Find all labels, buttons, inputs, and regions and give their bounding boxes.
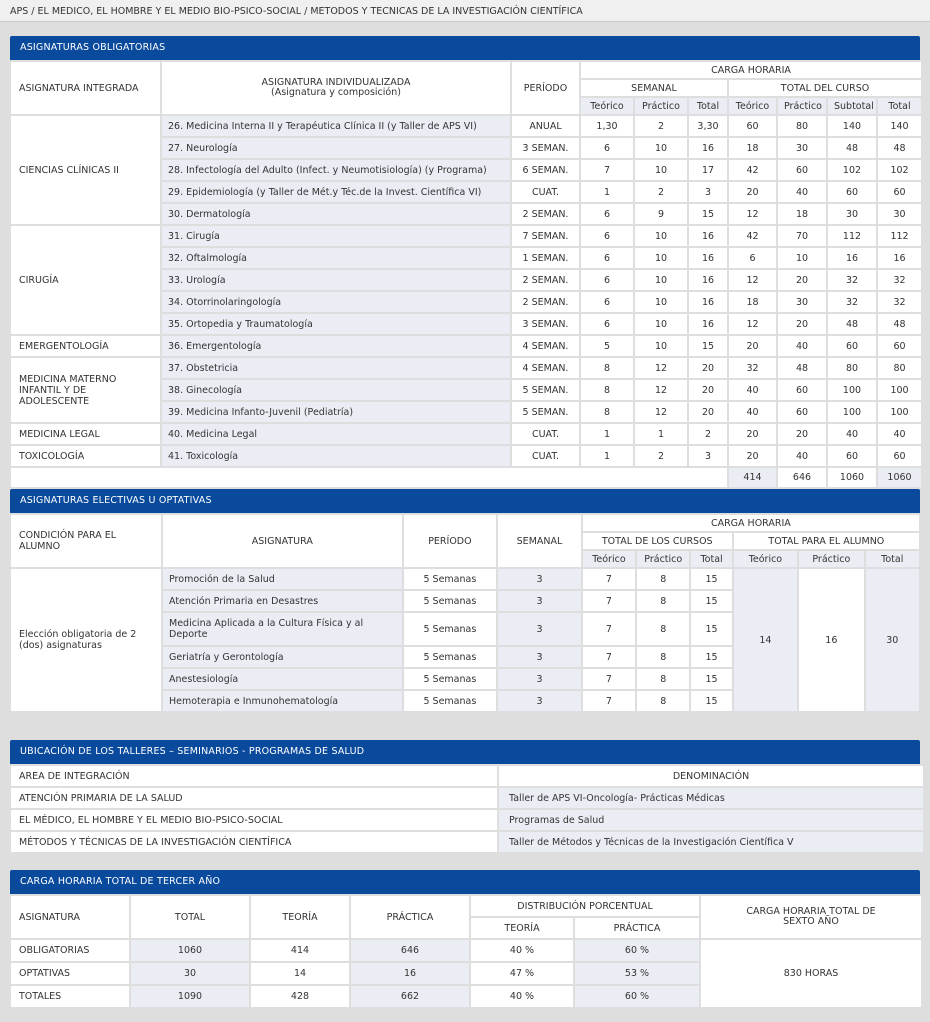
practica-pct-cell: 60 % bbox=[575, 986, 699, 1007]
weekly-teorico-cell: 6 bbox=[581, 314, 633, 334]
area-cell: MÉTODOS Y TÉCNICAS DE LA INVESTIGACIÓN CIENTÍFICA bbox=[11, 832, 497, 852]
col-semanal: SEMANAL bbox=[581, 80, 727, 96]
subject-cell: 26. Medicina Interna II y Terapéutica Clínica II (y Taller de APS VI) bbox=[162, 116, 510, 136]
carga-total-header: CARGA HORARIA TOTAL DE TERCER AÑO bbox=[10, 870, 920, 894]
denominacion-cell: Taller de APS VI-Oncología- Prácticas Médicas bbox=[499, 788, 923, 808]
teoria-pct-cell: 47 % bbox=[471, 963, 573, 984]
course-teorico-cell: 42 bbox=[729, 160, 776, 180]
subject-cell: 39. Medicina Infanto-Juvenil (Pediatría) bbox=[162, 402, 510, 422]
col-sem-total: Total bbox=[689, 98, 727, 114]
col-cur-practico: Práctico bbox=[637, 551, 689, 567]
subject-cell: 40. Medicina Legal bbox=[162, 424, 510, 444]
weekly-total-cell: 3 bbox=[689, 446, 727, 466]
col-cur-practico: Práctico bbox=[778, 98, 826, 114]
weekly-teorico-cell: 6 bbox=[581, 204, 633, 224]
weekly-total-cell: 16 bbox=[689, 270, 727, 290]
subject-cell: Hemoterapia e Inmunohematología bbox=[163, 691, 402, 711]
subject-cell: 35. Ortopedia y Traumatología bbox=[162, 314, 510, 334]
total-cell: 30 bbox=[131, 963, 249, 984]
weekly-teorico-cell: 6 bbox=[581, 270, 633, 290]
weekly-total-cell: 15 bbox=[689, 336, 727, 356]
carga-total-table bbox=[9, 894, 923, 1009]
course-teorico-cell: 18 bbox=[729, 292, 776, 312]
weekly-teorico-cell: 1,30 bbox=[581, 116, 633, 136]
obligatorias-section bbox=[10, 36, 920, 489]
course-practico-cell: 70 bbox=[778, 226, 826, 246]
course-total-cell: 100 bbox=[878, 380, 921, 400]
period-cell: 3 SEMAN. bbox=[512, 314, 579, 334]
group-name: MEDICINA LEGAL bbox=[11, 424, 160, 444]
table-row bbox=[11, 832, 923, 852]
col-semanal: SEMANAL bbox=[498, 515, 581, 567]
weekly-practico-cell: 10 bbox=[635, 226, 687, 246]
subject-cell: 30. Dermatología bbox=[162, 204, 510, 224]
total-total-cell: 1060 bbox=[878, 468, 921, 487]
course-subtotal-cell: 30 bbox=[828, 204, 876, 224]
teorico-cell: 7 bbox=[583, 647, 635, 667]
course-total-cell: 48 bbox=[878, 314, 921, 334]
period-cell: CUAT. bbox=[512, 424, 579, 444]
condition-cell: Elección obligatoria de 2 (dos) asignaturas bbox=[11, 569, 161, 711]
course-practico-cell: 80 bbox=[778, 116, 826, 136]
subject-cell: 31. Cirugía bbox=[162, 226, 510, 246]
weekly-teorico-cell: 1 bbox=[581, 424, 633, 444]
practico-cell: 8 bbox=[637, 691, 689, 711]
weekly-teorico-cell: 5 bbox=[581, 336, 633, 356]
period-cell: 5 Semanas bbox=[404, 669, 497, 689]
course-subtotal-cell: 60 bbox=[828, 446, 876, 466]
weekly-total-cell: 16 bbox=[689, 292, 727, 312]
weekly-practico-cell: 1 bbox=[635, 424, 687, 444]
weekly-cell: 3 bbox=[498, 669, 581, 689]
subject-cell: 36. Emergentología bbox=[162, 336, 510, 356]
subject-cell: 41. Toxicología bbox=[162, 446, 510, 466]
course-teorico-cell: 12 bbox=[729, 270, 776, 290]
course-subtotal-cell: 140 bbox=[828, 116, 876, 136]
group-name: MEDICINA MATERNO INFANTIL Y DE ADOLESCENTE bbox=[11, 358, 160, 422]
course-total-cell: 100 bbox=[878, 402, 921, 422]
col-asignatura: ASIGNATURA bbox=[163, 515, 402, 567]
course-subtotal-cell: 48 bbox=[828, 138, 876, 158]
table-row bbox=[11, 788, 923, 808]
total-cell: 15 bbox=[691, 647, 731, 667]
course-total-cell: 32 bbox=[878, 270, 921, 290]
course-teorico-cell: 32 bbox=[729, 358, 776, 378]
total-practico-cell: 646 bbox=[778, 468, 826, 487]
weekly-practico-cell: 10 bbox=[635, 138, 687, 158]
weekly-total-cell: 3,30 bbox=[689, 116, 727, 136]
course-subtotal-cell: 80 bbox=[828, 358, 876, 378]
col-alu-teorico: Teórico bbox=[734, 551, 797, 567]
col-periodo: PERÍODO bbox=[404, 515, 497, 567]
teorico-cell: 7 bbox=[583, 691, 635, 711]
col-individualizada-sub: (Asignatura y composición) bbox=[271, 87, 401, 98]
weekly-practico-cell: 10 bbox=[635, 248, 687, 268]
total-cell: 1090 bbox=[131, 986, 249, 1007]
col-distribucion: DISTRIBUCIÓN PORCENTUAL bbox=[471, 896, 699, 916]
course-subtotal-cell: 100 bbox=[828, 380, 876, 400]
practico-cell: 8 bbox=[637, 569, 689, 589]
weekly-total-cell: 20 bbox=[689, 380, 727, 400]
course-practico-cell: 48 bbox=[778, 358, 826, 378]
weekly-cell: 3 bbox=[498, 691, 581, 711]
weekly-cell: 3 bbox=[498, 647, 581, 667]
practico-cell: 8 bbox=[637, 613, 689, 645]
period-cell: 2 SEMAN. bbox=[512, 292, 579, 312]
course-practico-cell: 30 bbox=[778, 138, 826, 158]
course-total-cell: 40 bbox=[878, 424, 921, 444]
col-total: TOTAL bbox=[131, 896, 249, 938]
course-practico-cell: 20 bbox=[778, 270, 826, 290]
totals-spacer bbox=[11, 468, 727, 487]
total-cell: 15 bbox=[691, 591, 731, 611]
teorico-cell: 7 bbox=[583, 669, 635, 689]
course-teorico-cell: 20 bbox=[729, 336, 776, 356]
course-teorico-cell: 18 bbox=[729, 138, 776, 158]
breadcrumb: APS / EL MEDICO, EL HOMBRE Y EL MEDIO BIO-PSICO-SOCIAL / METODOS Y TECNICAS DE LA INVESTIGACIÓN CIENTÍFICA bbox=[0, 0, 930, 22]
area-cell: EL MÉDICO, EL HOMBRE Y EL MEDIO BIO-PSICO-SOCIAL bbox=[11, 810, 497, 830]
weekly-teorico-cell: 8 bbox=[581, 402, 633, 422]
col-individualizada-title: ASIGNATURA INDIVIDUALIZADA bbox=[261, 77, 411, 88]
group-name: EMERGENTOLOGÍA bbox=[11, 336, 160, 356]
weekly-practico-cell: 10 bbox=[635, 314, 687, 334]
course-subtotal-cell: 48 bbox=[828, 314, 876, 334]
course-teorico-cell: 6 bbox=[729, 248, 776, 268]
weekly-total-cell: 20 bbox=[689, 358, 727, 378]
weekly-teorico-cell: 8 bbox=[581, 380, 633, 400]
period-cell: 5 Semanas bbox=[404, 591, 497, 611]
col-sem-teorico: Teórico bbox=[581, 98, 633, 114]
course-teorico-cell: 20 bbox=[729, 182, 776, 202]
period-cell: 2 SEMAN. bbox=[512, 204, 579, 224]
period-cell: CUAT. bbox=[512, 446, 579, 466]
weekly-teorico-cell: 7 bbox=[581, 160, 633, 180]
course-total-cell: 48 bbox=[878, 138, 921, 158]
course-practico-cell: 40 bbox=[778, 446, 826, 466]
col-total-cursos: TOTAL DE LOS CURSOS bbox=[583, 533, 732, 549]
weekly-practico-cell: 2 bbox=[635, 116, 687, 136]
total-teorico-cell: 414 bbox=[729, 468, 776, 487]
subject-cell: Medicina Aplicada a la Cultura Física y al Deporte bbox=[163, 613, 402, 645]
weekly-practico-cell: 12 bbox=[635, 380, 687, 400]
course-teorico-cell: 40 bbox=[729, 380, 776, 400]
course-practico-cell: 10 bbox=[778, 248, 826, 268]
course-teorico-cell: 12 bbox=[729, 314, 776, 334]
col-alu-total: Total bbox=[866, 551, 919, 567]
subject-cell: 37. Obstetricia bbox=[162, 358, 510, 378]
subject-cell: Geriatría y Gerontología bbox=[163, 647, 402, 667]
weekly-practico-cell: 12 bbox=[635, 402, 687, 422]
table-row bbox=[11, 940, 921, 961]
course-teorico-cell: 12 bbox=[729, 204, 776, 224]
table-row bbox=[11, 569, 919, 589]
period-cell: CUAT. bbox=[512, 182, 579, 202]
electivas-table bbox=[9, 513, 921, 713]
course-total-cell: 112 bbox=[878, 226, 921, 246]
period-cell: 5 Semanas bbox=[404, 613, 497, 645]
col-practica: PRÁCTICA bbox=[351, 896, 469, 938]
col-total-curso: TOTAL DEL CURSO bbox=[729, 80, 921, 96]
group-name: CIENCIAS CLÍNICAS II bbox=[11, 116, 160, 224]
sexto-hours-cell: 830 HORAS bbox=[701, 940, 921, 1007]
subject-cell: Atención Primaria en Desastres bbox=[163, 591, 402, 611]
practica-cell: 646 bbox=[351, 940, 469, 961]
course-total-cell: 140 bbox=[878, 116, 921, 136]
asignatura-cell: TOTALES bbox=[11, 986, 129, 1007]
weekly-total-cell: 3 bbox=[689, 182, 727, 202]
course-total-cell: 16 bbox=[878, 248, 921, 268]
teorico-cell: 7 bbox=[583, 613, 635, 645]
weekly-total-cell: 16 bbox=[689, 314, 727, 334]
col-cur-total: Total bbox=[691, 551, 731, 567]
total-cell: 15 bbox=[691, 669, 731, 689]
course-teorico-cell: 40 bbox=[729, 402, 776, 422]
table-row bbox=[11, 358, 921, 378]
asignatura-cell: OBLIGATORIAS bbox=[11, 940, 129, 961]
total-cell: 15 bbox=[691, 569, 731, 589]
weekly-practico-cell: 10 bbox=[635, 270, 687, 290]
weekly-teorico-cell: 6 bbox=[581, 226, 633, 246]
subject-cell: Anestesiología bbox=[163, 669, 402, 689]
weekly-teorico-cell: 6 bbox=[581, 138, 633, 158]
talleres-section bbox=[10, 740, 920, 854]
subject-cell: 38. Ginecología bbox=[162, 380, 510, 400]
course-practico-cell: 30 bbox=[778, 292, 826, 312]
course-practico-cell: 40 bbox=[778, 182, 826, 202]
course-subtotal-cell: 60 bbox=[828, 336, 876, 356]
subject-cell: Promoción de la Salud bbox=[163, 569, 402, 589]
course-total-cell: 60 bbox=[878, 182, 921, 202]
period-cell: 6 SEMAN. bbox=[512, 160, 579, 180]
weekly-teorico-cell: 6 bbox=[581, 292, 633, 312]
weekly-total-cell: 20 bbox=[689, 402, 727, 422]
denominacion-cell: Programas de Salud bbox=[499, 810, 923, 830]
teoria-cell: 14 bbox=[251, 963, 349, 984]
denominacion-cell: Taller de Métodos y Técnicas de la Investigación Científica V bbox=[499, 832, 923, 852]
col-total-alumno: TOTAL PARA EL ALUMNO bbox=[734, 533, 919, 549]
table-row bbox=[11, 810, 923, 830]
period-cell: 4 SEMAN. bbox=[512, 358, 579, 378]
col-asignatura: ASIGNATURA bbox=[11, 896, 129, 938]
course-subtotal-cell: 102 bbox=[828, 160, 876, 180]
weekly-total-cell: 16 bbox=[689, 226, 727, 246]
obligatorias-table bbox=[9, 60, 923, 489]
practica-cell: 662 bbox=[351, 986, 469, 1007]
practico-cell: 8 bbox=[637, 647, 689, 667]
table-row bbox=[11, 336, 921, 356]
total-cell: 15 bbox=[691, 613, 731, 645]
subject-cell: 28. Infectología del Adulto (Infect. y Neumotisiología) (y Programa) bbox=[162, 160, 510, 180]
course-practico-cell: 60 bbox=[778, 402, 826, 422]
period-cell: 1 SEMAN. bbox=[512, 248, 579, 268]
weekly-total-cell: 16 bbox=[689, 248, 727, 268]
weekly-teorico-cell: 8 bbox=[581, 358, 633, 378]
weekly-total-cell: 16 bbox=[689, 138, 727, 158]
talleres-header: UBICACIÓN DE LOS TALLERES – SEMINARIOS - PROGRAMAS DE SALUD bbox=[10, 740, 920, 764]
course-subtotal-cell: 60 bbox=[828, 182, 876, 202]
period-cell: 2 SEMAN. bbox=[512, 270, 579, 290]
col-practica-pct: PRÁCTICA bbox=[575, 918, 699, 938]
area-cell: ATENCIÓN PRIMARIA DE LA SALUD bbox=[11, 788, 497, 808]
weekly-total-cell: 17 bbox=[689, 160, 727, 180]
col-denominacion: DENOMINACIÓN bbox=[499, 766, 923, 786]
table-row bbox=[11, 226, 921, 246]
total-subtotal-cell: 1060 bbox=[828, 468, 876, 487]
carga-total-section bbox=[10, 870, 920, 1009]
weekly-teorico-cell: 1 bbox=[581, 182, 633, 202]
course-practico-cell: 20 bbox=[778, 424, 826, 444]
teoria-cell: 428 bbox=[251, 986, 349, 1007]
course-subtotal-cell: 100 bbox=[828, 402, 876, 422]
course-practico-cell: 60 bbox=[778, 160, 826, 180]
col-cur-teorico: Teórico bbox=[729, 98, 776, 114]
col-area: AREA DE INTEGRACIÓN bbox=[11, 766, 497, 786]
table-row bbox=[11, 446, 921, 466]
period-cell: 5 Semanas bbox=[404, 691, 497, 711]
col-carga-horaria: CARGA HORARIA bbox=[583, 515, 919, 531]
teoria-pct-cell: 40 % bbox=[471, 940, 573, 961]
weekly-practico-cell: 2 bbox=[635, 182, 687, 202]
group-name: TOXICOLOGÍA bbox=[11, 446, 160, 466]
course-teorico-cell: 42 bbox=[729, 226, 776, 246]
course-subtotal-cell: 32 bbox=[828, 292, 876, 312]
total-cell: 1060 bbox=[131, 940, 249, 961]
subject-cell: 29. Epidemiología (y Taller de Mét.y Téc.de la Invest. Científica VI) bbox=[162, 182, 510, 202]
col-teoria: TEORÍA bbox=[251, 896, 349, 938]
weekly-cell: 3 bbox=[498, 591, 581, 611]
period-cell: 5 SEMAN. bbox=[512, 402, 579, 422]
teorico-cell: 7 bbox=[583, 569, 635, 589]
period-cell: 5 Semanas bbox=[404, 569, 497, 589]
weekly-cell: 3 bbox=[498, 613, 581, 645]
course-total-cell: 80 bbox=[878, 358, 921, 378]
subject-cell: 34. Otorrinolaringología bbox=[162, 292, 510, 312]
course-subtotal-cell: 32 bbox=[828, 270, 876, 290]
course-total-cell: 32 bbox=[878, 292, 921, 312]
course-total-cell: 102 bbox=[878, 160, 921, 180]
weekly-practico-cell: 2 bbox=[635, 446, 687, 466]
practico-cell: 8 bbox=[637, 591, 689, 611]
course-subtotal-cell: 16 bbox=[828, 248, 876, 268]
col-teoria-pct: TEORÍA bbox=[471, 918, 573, 938]
teoria-pct-cell: 40 % bbox=[471, 986, 573, 1007]
weekly-total-cell: 2 bbox=[689, 424, 727, 444]
course-teorico-cell: 20 bbox=[729, 424, 776, 444]
subject-cell: 33. Urología bbox=[162, 270, 510, 290]
course-subtotal-cell: 40 bbox=[828, 424, 876, 444]
period-cell: 7 SEMAN. bbox=[512, 226, 579, 246]
col-cur-total: Total bbox=[878, 98, 921, 114]
course-practico-cell: 40 bbox=[778, 336, 826, 356]
table-row bbox=[11, 116, 921, 136]
practica-pct-cell: 60 % bbox=[575, 940, 699, 961]
obligatorias-header: ASIGNATURAS OBLIGATORIAS bbox=[10, 36, 920, 60]
weekly-teorico-cell: 6 bbox=[581, 248, 633, 268]
col-integrada: ASIGNATURA INTEGRADA bbox=[11, 62, 160, 114]
subject-cell: 32. Oftalmología bbox=[162, 248, 510, 268]
course-practico-cell: 60 bbox=[778, 380, 826, 400]
weekly-total-cell: 15 bbox=[689, 204, 727, 224]
electivas-section bbox=[10, 489, 920, 713]
course-total-cell: 60 bbox=[878, 446, 921, 466]
table-row bbox=[11, 424, 921, 444]
asignatura-cell: OPTATIVAS bbox=[11, 963, 129, 984]
course-practico-cell: 20 bbox=[778, 314, 826, 334]
col-individualizada bbox=[162, 62, 510, 114]
course-subtotal-cell: 112 bbox=[828, 226, 876, 246]
weekly-practico-cell: 10 bbox=[635, 336, 687, 356]
practica-cell: 16 bbox=[351, 963, 469, 984]
totals-row bbox=[11, 468, 921, 487]
course-total-cell: 60 bbox=[878, 336, 921, 356]
col-condicion: CONDICIÓN PARA EL ALUMNO bbox=[11, 515, 161, 567]
col-periodo: PERÍODO bbox=[512, 62, 579, 114]
col-cur-teorico: Teórico bbox=[583, 551, 635, 567]
weekly-practico-cell: 10 bbox=[635, 292, 687, 312]
practico-cell: 8 bbox=[637, 669, 689, 689]
col-sexto: CARGA HORARIA TOTAL DE SEXTO AÑO bbox=[701, 896, 921, 938]
course-teorico-cell: 60 bbox=[729, 116, 776, 136]
group-name: CIRUGÍA bbox=[11, 226, 160, 334]
subject-cell: 27. Neurología bbox=[162, 138, 510, 158]
weekly-cell: 3 bbox=[498, 569, 581, 589]
weekly-practico-cell: 10 bbox=[635, 160, 687, 180]
course-practico-cell: 18 bbox=[778, 204, 826, 224]
period-cell: 5 Semanas bbox=[404, 647, 497, 667]
practica-pct-cell: 53 % bbox=[575, 963, 699, 984]
student-total-cell: 30 bbox=[866, 569, 919, 711]
weekly-practico-cell: 12 bbox=[635, 358, 687, 378]
course-teorico-cell: 20 bbox=[729, 446, 776, 466]
period-cell: 4 SEMAN. bbox=[512, 336, 579, 356]
col-cur-subtotal: Subtotal bbox=[828, 98, 876, 114]
weekly-practico-cell: 9 bbox=[635, 204, 687, 224]
course-total-cell: 30 bbox=[878, 204, 921, 224]
electivas-header: ASIGNATURAS ELECTIVAS U OPTATIVAS bbox=[10, 489, 920, 513]
total-cell: 15 bbox=[691, 691, 731, 711]
period-cell: ANUAL bbox=[512, 116, 579, 136]
period-cell: 3 SEMAN. bbox=[512, 138, 579, 158]
col-carga-horaria: CARGA HORARIA bbox=[581, 62, 921, 78]
col-alu-practico: Práctico bbox=[799, 551, 863, 567]
teorico-cell: 7 bbox=[583, 591, 635, 611]
student-teorico-cell: 14 bbox=[734, 569, 797, 711]
teoria-cell: 414 bbox=[251, 940, 349, 961]
period-cell: 5 SEMAN. bbox=[512, 380, 579, 400]
student-practico-cell: 16 bbox=[799, 569, 863, 711]
weekly-teorico-cell: 1 bbox=[581, 446, 633, 466]
talleres-table bbox=[9, 764, 925, 854]
col-sem-practico: Práctico bbox=[635, 98, 687, 114]
